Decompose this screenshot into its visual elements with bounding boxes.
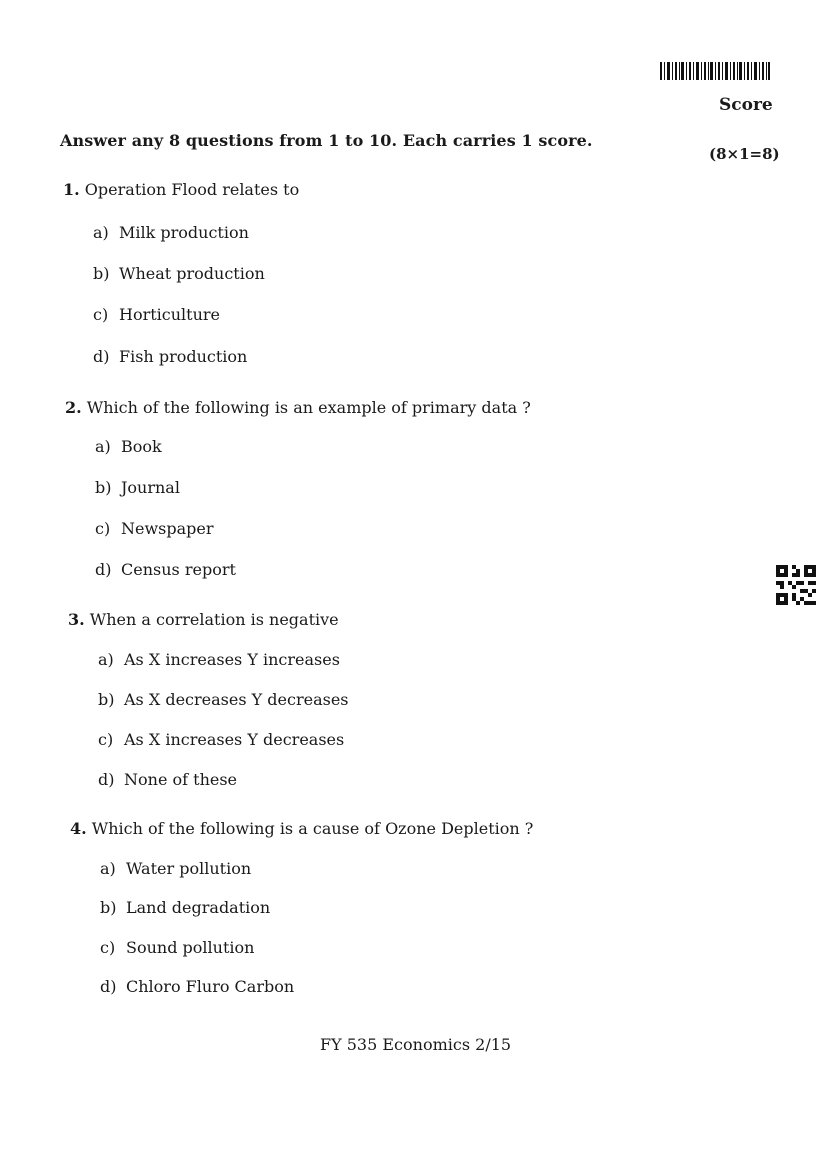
option-3a [98, 650, 340, 669]
instruction-text: Answer any 8 questions from 1 to 10. Each carries 1 score. [60, 131, 593, 150]
option-text: Water pollution [126, 859, 252, 878]
question-1 [63, 180, 299, 199]
option-label: c) [93, 305, 109, 324]
option-text: Journal [121, 478, 180, 497]
question-text: When a correlation is negative [89, 610, 339, 629]
option-label: c) [100, 938, 116, 957]
score-label: Score [719, 95, 773, 115]
option-2b [95, 478, 180, 497]
option-2d [95, 560, 236, 579]
option-label: d) [95, 560, 112, 579]
option-label: d) [98, 770, 115, 789]
option-3b [98, 690, 349, 709]
option-1a [93, 223, 249, 242]
option-label: b) [93, 264, 110, 283]
option-text: Book [121, 437, 162, 456]
question-2 [65, 398, 531, 417]
option-1c [93, 305, 220, 324]
option-4d [100, 977, 294, 996]
option-4c [100, 938, 254, 957]
option-label: d) [100, 977, 117, 996]
page-footer: FY 535 Economics 2/15 [320, 1035, 512, 1054]
question-text: Operation Flood relates to [84, 180, 300, 199]
option-4b [100, 898, 270, 917]
option-1d [93, 347, 247, 366]
option-label: a) [100, 859, 116, 878]
question-number: 4. [70, 819, 87, 838]
option-label: b) [100, 898, 117, 917]
option-3d [98, 770, 237, 789]
option-2c [95, 519, 214, 538]
option-label: c) [98, 730, 114, 749]
option-text: Wheat production [119, 264, 265, 283]
option-label: a) [98, 650, 114, 669]
barcode-icon [660, 62, 770, 80]
option-text: Chloro Fluro Carbon [126, 977, 295, 996]
option-text: Fish production [119, 347, 248, 366]
option-label: b) [98, 690, 115, 709]
question-number: 3. [68, 610, 85, 629]
option-4a [100, 859, 251, 878]
qr-code-icon [776, 565, 816, 605]
option-label: c) [95, 519, 111, 538]
option-text: None of these [124, 770, 238, 789]
question-text: Which of the following is a cause of Ozone Depletion ? [91, 819, 534, 838]
option-text: Census report [121, 560, 236, 579]
option-text: As X increases Y decreases [124, 730, 345, 749]
option-label: b) [95, 478, 112, 497]
option-text: As X decreases Y decreases [124, 690, 349, 709]
marks-allocation: (8×1=8) [709, 145, 780, 163]
option-label: d) [93, 347, 110, 366]
question-4 [70, 819, 533, 838]
question-text: Which of the following is an example of primary data ? [86, 398, 531, 417]
option-label: a) [93, 223, 109, 242]
option-text: Sound pollution [126, 938, 255, 957]
question-number: 2. [65, 398, 82, 417]
option-3c [98, 730, 344, 749]
question-3 [68, 610, 339, 629]
option-2a [95, 437, 162, 456]
option-text: Land degradation [126, 898, 271, 917]
question-number: 1. [63, 180, 80, 199]
option-1b [93, 264, 265, 283]
option-text: Newspaper [121, 519, 214, 538]
option-text: As X increases Y increases [124, 650, 340, 669]
option-label: a) [95, 437, 111, 456]
option-text: Horticulture [119, 305, 221, 324]
option-text: Milk production [119, 223, 249, 242]
